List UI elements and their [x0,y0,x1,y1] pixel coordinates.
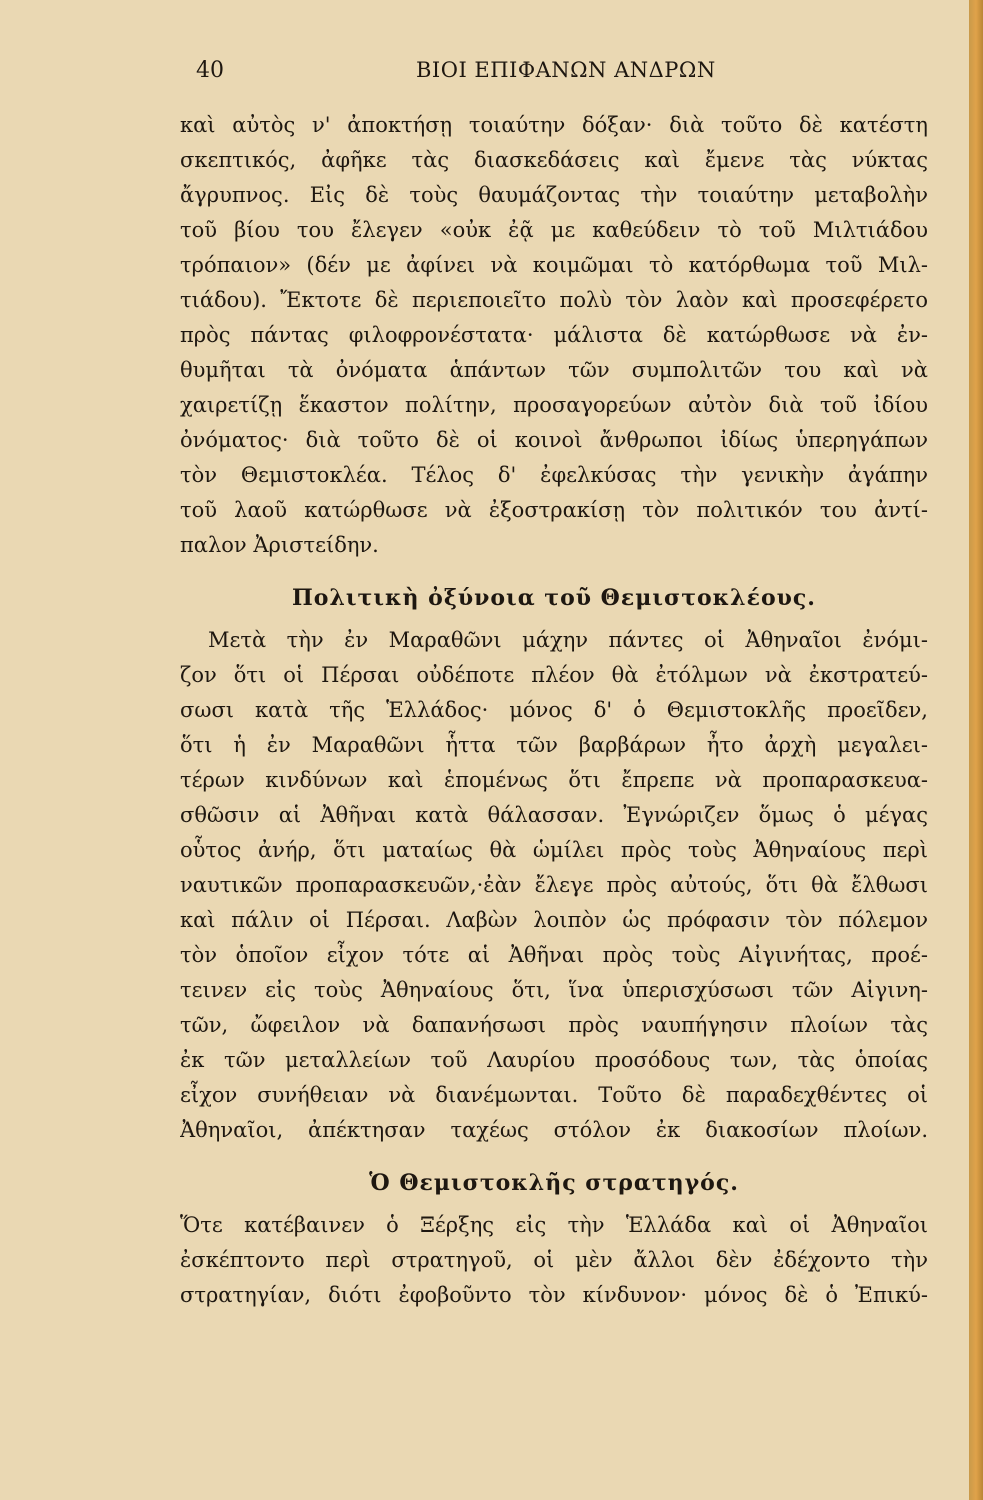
text-line: τοῦ λαοῦ κατώρθωσε νὰ ἐξοστρακίσῃ τὸν πολιτικόν του ἀντί- [180,498,928,522]
text-line: εἶχον συνήθειαν νὰ διανέμωνται. Τοῦτο δὲ παραδεχθέντες οἱ [180,1083,928,1107]
text-line: τοῦ βίου του ἔλεγεν «οὐκ ἐᾷ με καθεύδειν τὸ τοῦ Μιλτιάδου [180,218,928,242]
running-title: ΒΙΟΙ ΕΠΙΦΑΝΩΝ ΑΝΔΡΩΝ [416,58,716,82]
text-line: ὅτι ἡ ἐν Μαραθῶνι ἧττα τῶν βαρβάρων ἦτο ἀρχὴ μεγαλει- [180,733,928,757]
text-line: πρὸς πάντας φιλοφρονέστατα· μάλιστα δὲ κατώρθωσε νὰ ἐν- [180,323,928,347]
text-line: τέρων κινδύνων καὶ ἑπομένως ὅτι ἔπρεπε νὰ προπαρασκευα- [180,768,928,792]
running-header [196,58,916,98]
text-line: τεινεν εἰς τοὺς Ἀθηναίους ὅτι, ἵνα ὑπερισχύσωσι τῶν Αἰγινη- [180,978,928,1002]
section-heading: Πολιτικὴ ὀξύνοια τοῦ Θεμιστοκλέους. [292,585,816,611]
text-line: τιάδου). Ἔκτοτε δὲ περιεποιεῖτο πολὺ τὸν λαὸν καὶ προσεφέρετο [180,288,928,312]
text-line: Ὅτε κατέβαινεν ὁ Ξέρξης εἰς τὴν Ἑλλάδα καὶ οἱ Ἀθηναῖοι [180,1213,928,1237]
text-line: σκεπτικός, ἀφῆκε τὰς διασκεδάσεις καὶ ἔμενε τὰς νύκτας [180,148,928,172]
text-line: θυμῆται τὰ ὀνόματα ἁπάντων τῶν συμπολιτῶν του καὶ νὰ [180,358,928,382]
text-line: τῶν, ὤφειλον νὰ δαπανήσωσι πρὸς ναυπήγησιν πλοίων τὰς [180,1013,928,1037]
text-line: καὶ αὐτὸς ν' ἀποκτήσῃ τοιαύτην δόξαν· διὰ τοῦτο δὲ κατέστη [180,113,928,137]
text-line: τὸν ὁποῖον εἶχον τότε αἱ Ἀθῆναι πρὸς τοὺς Αἰγινήτας, προέ- [180,943,928,967]
text-line: ἐκ τῶν μεταλλείων τοῦ Λαυρίου προσόδους των, τὰς ὁποίας [180,1048,928,1072]
text-line: τρόπαιον» (δέν με ἀφίνει νὰ κοιμῶμαι τὸ κατόρθωμα τοῦ Μιλ- [180,253,928,277]
text-line: ναυτικῶν προπαρασκευῶν,·ἐὰν ἔλεγε πρὸς αὐτούς, ὅτι θὰ ἔλθωσι [180,873,928,897]
main-text [180,108,928,1313]
text-line: καὶ πάλιν οἱ Πέρσαι. Λαβὼν λοιπὸν ὡς πρόφασιν τὸν πόλεμον [180,908,928,932]
text-line: σθῶσιν αἱ Ἀθῆναι κατὰ θάλασσαν. Ἐγνώριζεν ὅμως ὁ μέγας [180,803,928,827]
text-line: Ἀθηναῖοι, ἀπέκτησαν ταχέως στόλον ἐκ διακοσίων πλοίων. [180,1118,928,1142]
section-heading: Ὁ Θεμιστοκλῆς στρατηγός. [369,1170,739,1196]
text-line: ἐσκέπτοντο περὶ στρατηγοῦ, οἱ μὲν ἄλλοι δὲν ἐδέχοντο τὴν [180,1248,928,1272]
text-line: τὸν Θεμιστοκλέα. Τέλος δ' ἐφελκύσας τὴν γενικὴν ἀγάπην [180,463,928,487]
text-line: ὀνόματος· διὰ τοῦτο δὲ οἱ κοινοὶ ἄνθρωποι ἰδίως ὑπερηγάπων [180,428,928,452]
page-edge [969,0,983,1500]
text-line: σωσι κατὰ τῆς Ἑλλάδος· μόνος δ' ὁ Θεμιστοκλῆς προεῖδεν, [180,698,928,722]
text-line: οὗτος ἀνήρ, ὅτι ματαίως θὰ ὡμίλει πρὸς τοὺς Ἀθηναίους περὶ [180,838,928,862]
page-number: 40 [196,58,224,83]
text-line: παλον Ἀριστείδην. [180,533,379,557]
text-line: Μετὰ τὴν ἐν Μαραθῶνι μάχην πάντες οἱ Ἀθηναῖοι ἐνόμι- [208,628,928,652]
text-line: στρατηγίαν, διότι ἐφοβοῦντο τὸν κίνδυνον· μόνος δὲ ὁ Ἐπικύ- [180,1283,928,1307]
text-line: ζον ὅτι οἱ Πέρσαι οὐδέποτε πλέον θὰ ἐτόλμων νὰ ἐκστρατεύ- [180,663,928,687]
text-line: ἄγρυπνος. Εἰς δὲ τοὺς θαυμάζοντας τὴν τοιαύτην μεταβολὴν [180,183,928,207]
text-line: χαιρετίζῃ ἕκαστον πολίτην, προσαγορεύων αὐτὸν διὰ τοῦ ἰδίου [180,393,928,417]
